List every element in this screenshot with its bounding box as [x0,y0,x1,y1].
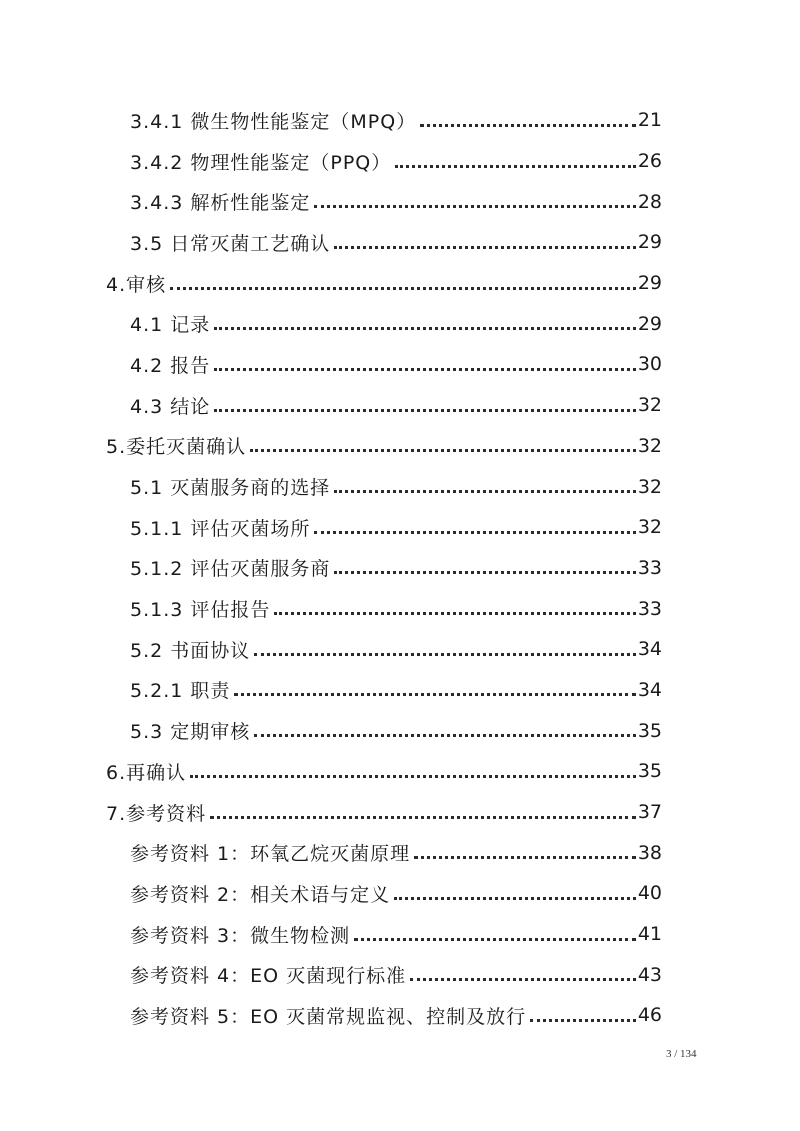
toc-entry-title: 参考资料 5：EO 灭菌常规监视、控制及放行 [130,1005,527,1028]
toc-dot-leader [210,816,636,819]
toc-dot-leader [395,165,636,168]
toc-dot-leader [254,734,636,737]
toc-entry[interactable] [0,751,800,792]
toc-entry[interactable] [0,670,800,711]
table-of-contents [0,100,800,1036]
toc-entry[interactable] [0,588,800,629]
toc-entry-page: 34 [637,638,662,661]
toc-entry[interactable] [0,385,800,426]
toc-entry-page: 35 [637,719,662,742]
toc-entry-title: 3.4.3 解析性能鉴定 [130,192,311,215]
toc-dot-leader [354,938,636,941]
toc-dot-leader [190,775,636,778]
toc-entry-page: 33 [637,597,662,620]
toc-entry-title: 参考资料 1：环氧乙烷灭菌原理 [130,843,411,866]
toc-entry-page: 28 [637,190,662,213]
toc-entry[interactable] [0,914,800,955]
toc-dot-leader [274,612,635,615]
toc-dot-leader [250,449,636,452]
toc-entry-page: 41 [637,923,662,946]
toc-entry[interactable] [0,141,800,182]
toc-entry-title: 5.委托灭菌确认 [106,436,247,459]
toc-dot-leader [254,653,636,656]
toc-entry[interactable] [0,710,800,751]
toc-entry-title: 5.1.3 评估报告 [130,599,271,622]
toc-dot-leader [334,490,636,493]
toc-dot-leader [170,287,636,290]
toc-dot-leader [214,368,636,371]
toc-entry-page: 37 [637,801,662,824]
toc-entry[interactable] [0,548,800,589]
toc-entry-title: 5.2.1 职责 [130,680,231,703]
toc-dot-leader [234,693,635,696]
toc-entry-title: 3.5 日常灭菌工艺确认 [130,232,331,255]
toc-entry-page: 32 [637,394,662,417]
toc-entry-title: 参考资料 3：微生物检测 [130,924,351,947]
toc-entry[interactable] [0,873,800,914]
toc-entry[interactable] [0,629,800,670]
toc-entry-page: 29 [637,272,662,295]
toc-entry-page: 29 [637,312,662,335]
toc-entry-title: 4.审核 [106,273,167,296]
toc-entry[interactable] [0,100,800,141]
toc-dot-leader [314,205,635,208]
toc-entry-title: 5.3 定期审核 [130,721,251,744]
toc-entry[interactable] [0,426,800,467]
toc-entry-title: 3.4.2 物理性能鉴定（PPQ） [130,151,392,174]
toc-entry[interactable] [0,507,800,548]
toc-entry[interactable] [0,344,800,385]
toc-entry-page: 38 [637,841,662,864]
toc-entry-page: 29 [637,231,662,254]
toc-entry-title: 6.再确认 [106,761,187,784]
toc-entry-title: 7.参考资料 [106,802,207,825]
toc-entry-page: 35 [637,760,662,783]
toc-entry-page: 33 [637,556,662,579]
toc-entry[interactable] [0,954,800,995]
toc-entry-title: 3.4.1 微生物性能鉴定（MPQ） [130,110,417,133]
toc-entry-page: 30 [637,353,662,376]
toc-dot-leader [314,531,635,534]
toc-entry[interactable] [0,466,800,507]
toc-dot-leader [394,897,636,900]
toc-dot-leader [214,327,636,330]
toc-dot-leader [420,124,636,127]
toc-entry-title: 5.2 书面协议 [130,639,251,662]
toc-entry[interactable] [0,832,800,873]
toc-entry[interactable] [0,181,800,222]
toc-entry-page: 32 [637,516,662,539]
toc-dot-leader [214,409,636,412]
toc-entry[interactable] [0,263,800,304]
toc-dot-leader [334,571,635,574]
toc-entry-title: 4.3 结论 [130,395,211,418]
toc-entry[interactable] [0,222,800,263]
toc-entry[interactable] [0,303,800,344]
toc-entry-title: 参考资料 4：EO 灭菌现行标准 [130,965,407,988]
toc-entry-page: 32 [637,475,662,498]
toc-entry-page: 34 [637,678,662,701]
toc-entry-page: 40 [637,882,662,905]
toc-entry-title: 4.1 记录 [130,314,211,337]
toc-entry-title: 参考资料 2：相关术语与定义 [130,883,391,906]
toc-entry-title: 5.1.2 评估灭菌服务商 [130,558,331,581]
toc-dot-leader [410,978,636,981]
toc-entry-title: 5.1.1 评估灭菌场所 [130,517,311,540]
toc-entry-page: 32 [637,434,662,457]
toc-dot-leader [530,1019,636,1022]
page-number: 3 / 134 [666,1048,697,1060]
toc-entry[interactable] [0,995,800,1036]
toc-entry-page: 26 [637,150,662,173]
toc-entry-page: 43 [637,963,662,986]
toc-entry-title: 4.2 报告 [130,354,211,377]
toc-entry-page: 21 [637,109,662,132]
toc-entry-page: 46 [637,1004,662,1027]
toc-entry[interactable] [0,792,800,833]
toc-dot-leader [414,856,636,859]
toc-entry-title: 5.1 灭菌服务商的选择 [130,477,331,500]
toc-dot-leader [334,246,636,249]
